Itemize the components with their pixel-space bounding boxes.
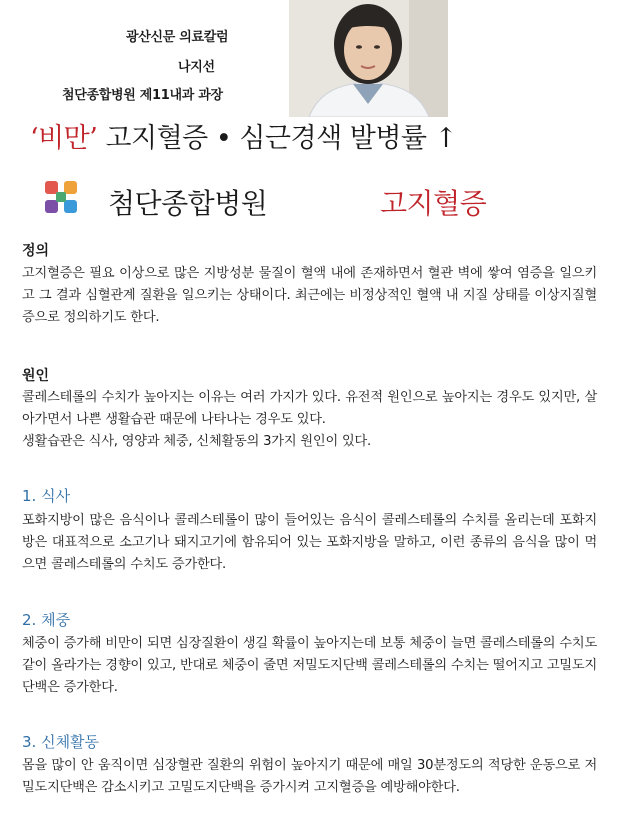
- cause-text-2: 생활습관은 식사, 영양과 체중, 신체활동의 3가지 원인이 있다.: [22, 434, 372, 449]
- title-accent: ‘비만’: [30, 123, 98, 154]
- definition-heading: 정의: [22, 243, 50, 259]
- definition-text: 고지혈증은 필요 이상으로 많은 지방성분 물질이 혈액 내에 존재하면서 혈관 벽에 쌓여 염증을 일으키고 그 결과 심혈관계 질환을 일으키는 상태이다. 최근에는 비정상적인 혈액 내 지질 상태를 이상지질혈증으로 정의하기도 한다.: [22, 266, 597, 325]
- author-name: 나지선: [178, 60, 215, 75]
- weight-text: 체중이 증가해 비만이 되면 심장질환이 생길 확률이 높아지는데 보통 체중이 늘면 콜레스테롤의 수치도 같이 올라가는 경향이 있고, 반대로 체중이 줄면 저밀도지단백 콜레스테롤의 수치는 떨어지고 고밀도지단백은 증가한다.: [22, 636, 597, 695]
- diet-text: 포화지방이 많은 음식이나 콜레스테롤이 많이 들어있는 음식이 콜레스테롤의 수치를 올리는데 포화지방은 대표적으로 소고기나 돼지고기에 함유되어 있는 포화지방을 말하고, 이런 종류의 음식을 많이 먹으면 콜레스테롤의 수치도 증가한다.: [22, 513, 597, 572]
- cause-heading: 원인: [22, 368, 50, 384]
- author-position: 첨단종합병원 제11내과 과장: [62, 88, 223, 103]
- topic-label: 고지혈증: [380, 187, 487, 220]
- hospital-name: 첨단종합병원: [108, 187, 268, 220]
- activity-heading: 3. 신체활동: [22, 733, 100, 751]
- weight-heading: 2. 체중: [22, 611, 71, 629]
- article-title: [30, 116, 457, 155]
- title-rest: 고지혈증 • 심근경색 발병률 ↑: [97, 123, 457, 154]
- newspaper-column-label: 광산신문 의료칼럼: [126, 30, 229, 45]
- hospital-logo-icon: [42, 178, 80, 216]
- diet-heading: 1. 식사: [22, 487, 71, 505]
- activity-text: 몸을 많이 안 움직이면 심장혈관 질환의 위험이 높아지기 때문에 매일 30분정도의 적당한 운동으로 저밀도지단백은 감소시키고 고밀도지단백을 증가시켜 고지혈증을 예방해야한다.: [22, 758, 597, 795]
- author-photo: [289, 0, 448, 117]
- cause-text: 콜레스테롤의 수치가 높아지는 이유는 여러 가지가 있다. 유전적 원인으로 높아지는 경우도 있지만, 살아가면서 나쁜 생활습관 때문에 나타나는 경우도 있다.: [22, 390, 597, 427]
